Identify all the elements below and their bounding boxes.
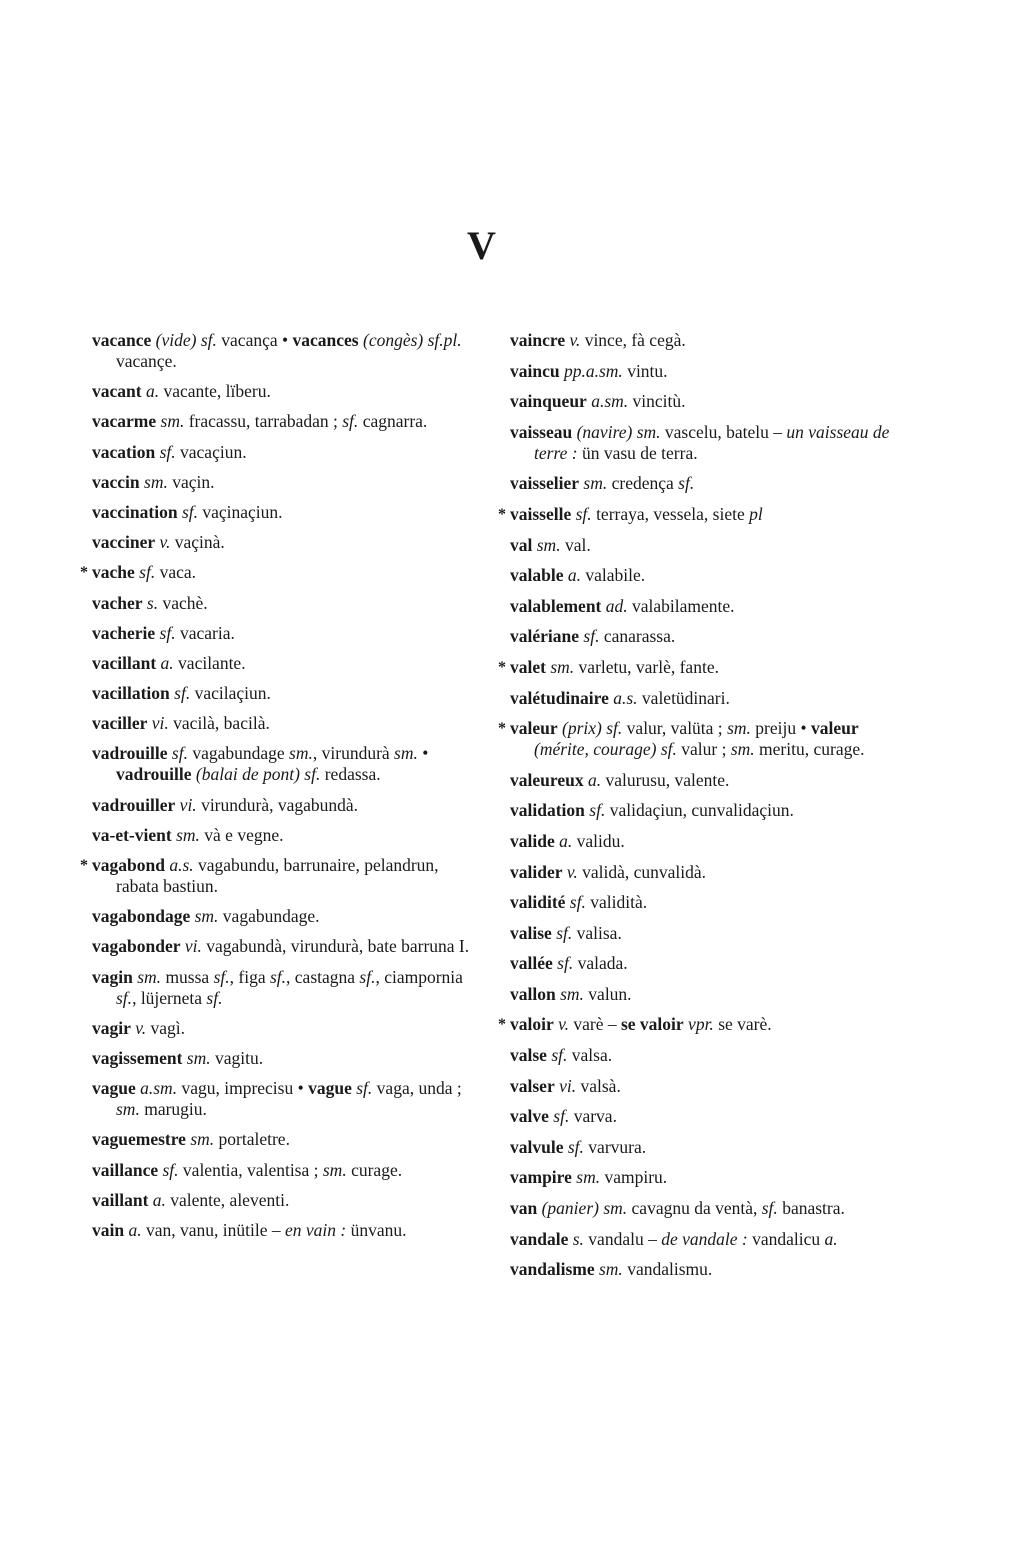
grammar-note: (panier) sm.: [541, 1198, 628, 1219]
dictionary-entry: [510, 892, 902, 913]
dictionary-entry: [510, 626, 902, 647]
definition-text: se varè.: [713, 1014, 772, 1035]
definition-text: valur, valüta ;: [622, 718, 728, 739]
dictionary-entry: [92, 472, 482, 493]
definition-text: vagabundage.: [218, 906, 320, 927]
grammar-note: sf.: [583, 626, 600, 647]
dictionary-entry: [92, 967, 482, 1009]
definition-text: marugiu.: [139, 1099, 207, 1120]
dictionary-entry: [510, 923, 902, 944]
definition-text: validaçiun, cunvalidaçiun.: [605, 800, 794, 821]
definition-text: fracassu, tarrabadan ;: [184, 411, 343, 432]
headword: vadrouiller: [92, 794, 176, 815]
headword: vacherie: [92, 622, 156, 643]
grammar-note: un vaisseau de terre :: [534, 421, 890, 463]
dictionary-column-left: [80, 330, 482, 1250]
headword: valet: [510, 656, 546, 677]
dictionary-entry: [92, 593, 482, 614]
dictionary-entry: [510, 391, 902, 412]
grammar-note: a.: [128, 1219, 142, 1240]
definition-text: valabilamente.: [627, 595, 735, 616]
dictionary-entry: [92, 713, 482, 734]
grammar-note: sf.: [678, 473, 695, 494]
definition-text: valsa.: [567, 1045, 613, 1066]
headword: se valoir: [620, 1014, 684, 1035]
grammar-note: sf.: [171, 743, 188, 764]
grammar-note: sf.: [556, 922, 573, 943]
headword: vain: [92, 1219, 125, 1240]
definition-text: vagabundu, barrunaire, pelandrun, rabata bastiun.: [116, 855, 439, 896]
headword: vainqueur: [510, 391, 587, 412]
grammar-note: sm.: [583, 473, 608, 494]
headword: valeur: [510, 718, 558, 739]
definition-text: valente, aleventi.: [165, 1189, 290, 1210]
grammar-note: a.sm.: [140, 1078, 178, 1099]
definition-text: vagabundà, virundurà, bate barruna I.: [201, 936, 470, 957]
grammar-note: ad.: [605, 595, 628, 616]
dictionary-entry: [498, 1014, 902, 1035]
definition-text: portaletre.: [214, 1129, 290, 1150]
headword: vague: [92, 1078, 136, 1099]
headword: vallée: [510, 953, 553, 974]
headword: vacances: [292, 330, 359, 350]
definition-text: valetüdinari.: [637, 687, 730, 708]
grammar-note: sm.: [116, 1099, 140, 1120]
dictionary-entry: [510, 688, 902, 709]
headword: valve: [510, 1106, 549, 1127]
definition-text: vagabundage: [187, 743, 290, 764]
definition-text: và e vegne.: [199, 824, 284, 845]
headword: vandale: [510, 1228, 569, 1249]
grammar-note: sm.: [394, 743, 418, 764]
definition-text: vacilante.: [173, 652, 246, 673]
definition-text: varè –: [568, 1014, 621, 1035]
grammar-note: pl: [749, 503, 763, 524]
dictionary-entry: [92, 502, 482, 523]
definition-text: vachè.: [158, 592, 208, 613]
definition-text: varletu, varlè, fante.: [574, 656, 719, 677]
headword: vague: [308, 1078, 352, 1099]
grammar-note: sm.: [144, 471, 168, 492]
definition-text: vacaria.: [175, 622, 235, 643]
definition-text: vaca.: [155, 562, 197, 583]
grammar-note: (vide) sf.: [155, 330, 217, 350]
definition-text: , castagna: [286, 966, 360, 987]
headword: valériane: [510, 626, 580, 647]
definition-text: meritu, curage.: [754, 739, 865, 760]
definition-text: vacilà, bacilà.: [168, 713, 270, 734]
grammar-note: sm.: [730, 739, 755, 760]
definition-text: vagitu.: [210, 1047, 264, 1068]
grammar-note: sm.: [598, 1259, 623, 1280]
headword: vacarme: [92, 411, 157, 432]
dictionary-entry: [92, 1018, 482, 1039]
asterisk-marker: *: [498, 720, 506, 738]
dictionary-entry: [92, 795, 482, 816]
headword: vandalisme: [510, 1259, 595, 1280]
dictionary-entry: [510, 596, 902, 617]
headword: vampire: [510, 1167, 572, 1188]
grammar-note: (prix) sf.: [562, 718, 623, 739]
grammar-note: sm.: [289, 743, 313, 764]
asterisk-marker: *: [498, 658, 506, 676]
headword: vagissement: [92, 1047, 183, 1068]
dictionary-entry: [92, 1129, 482, 1150]
headword: vaincre: [510, 330, 566, 350]
definition-text: varva.: [569, 1106, 617, 1127]
definition-text: vacaçiun.: [175, 441, 247, 462]
dictionary-entry: [510, 770, 902, 791]
dictionary-column-right: [498, 330, 902, 1290]
headword: valser: [510, 1075, 555, 1096]
dictionary-entry: [510, 1167, 902, 1188]
grammar-note: s.: [572, 1228, 584, 1249]
grammar-note: sf.: [206, 987, 223, 1008]
definition-text: van, vanu, inütile –: [141, 1219, 285, 1240]
definition-text: vacança: [216, 330, 282, 350]
dictionary-entry: [510, 1229, 902, 1250]
definition-text: vandalismu.: [622, 1259, 713, 1280]
headword: vacillation: [92, 683, 170, 704]
grammar-note: sm.: [190, 1129, 215, 1150]
definition-text: vampiru.: [600, 1167, 668, 1188]
grammar-note: vpr.: [688, 1014, 714, 1035]
headword: validité: [510, 892, 566, 913]
dictionary-entry: [80, 562, 482, 583]
grammar-note: sm.: [160, 411, 185, 432]
dictionary-entry: [92, 532, 482, 553]
dictionary-entry: [92, 1190, 482, 1211]
headword: valide: [510, 830, 555, 851]
definition-text: cavagnu da ventà,: [627, 1198, 762, 1219]
headword: vaincu: [510, 360, 560, 381]
grammar-note: a.: [145, 381, 160, 402]
definition-text: terraya, vessela, siete: [591, 503, 750, 524]
definition-text: vandalicu: [747, 1228, 825, 1249]
definition-text: validà, cunvalidà.: [577, 861, 707, 882]
definition-text: valurusu, valente.: [601, 769, 730, 790]
grammar-note: de vandale :: [661, 1228, 748, 1249]
grammar-note: a.: [160, 652, 174, 673]
definition-text: valisa.: [572, 922, 622, 943]
grammar-note: v.: [135, 1017, 147, 1038]
headword: vallon: [510, 983, 556, 1004]
headword: vadrouille: [92, 743, 168, 764]
definition-text: vincitù.: [628, 391, 686, 412]
definition-text: varvura.: [583, 1136, 647, 1157]
grammar-note: sm.: [576, 1167, 601, 1188]
dictionary-entry: [510, 330, 902, 351]
headword: valeureux: [510, 769, 584, 790]
grammar-note: sf.: [761, 1198, 778, 1219]
headword: vacant: [92, 381, 142, 402]
grammar-note: vi.: [559, 1075, 577, 1096]
headword: va-et-vient: [92, 824, 172, 845]
definition-text: banastra.: [777, 1198, 845, 1219]
grammar-note: sf.: [116, 987, 133, 1008]
definition-text: mussa: [161, 966, 214, 987]
grammar-note: vi.: [179, 794, 197, 815]
grammar-note: sm.: [727, 718, 751, 739]
grammar-note: sf.: [575, 503, 592, 524]
definition-text: valabile.: [580, 565, 646, 586]
page-title-letter: V: [467, 223, 497, 268]
grammar-note: v.: [566, 861, 578, 882]
grammar-note: sf.: [159, 622, 176, 643]
grammar-note: sf.: [356, 1078, 373, 1099]
grammar-note: sm.: [560, 983, 584, 1004]
grammar-note: sf.: [342, 411, 359, 432]
headword: vaccin: [92, 471, 140, 492]
grammar-note: a.: [559, 830, 573, 851]
headword: vaisselle: [510, 503, 572, 524]
definition-text: validità.: [585, 892, 648, 913]
definition-text: vandalu –: [583, 1228, 662, 1249]
grammar-note: sf.: [553, 1106, 570, 1127]
grammar-note: sm.: [536, 534, 561, 555]
definition-text: vacante, lïberu.: [159, 381, 271, 402]
dictionary-entry: [92, 683, 482, 704]
definition-text: preiju •: [750, 718, 811, 739]
headword: vaciller: [92, 713, 148, 734]
dictionary-entry: [510, 1137, 902, 1158]
definition-text: , ciampornia: [375, 966, 463, 987]
grammar-note: sm.: [176, 824, 200, 845]
headword: vache: [92, 562, 135, 583]
grammar-note: pp.a.sm.: [563, 360, 623, 381]
dictionary-entry: [510, 361, 902, 382]
dictionary-entry: [92, 623, 482, 644]
headword: vaillant: [92, 1189, 149, 1210]
grammar-note: (navire) sm.: [576, 421, 661, 442]
definition-text: val.: [560, 534, 591, 555]
dictionary-entry: [92, 442, 482, 463]
definition-text: valada.: [573, 953, 628, 974]
grammar-note: sf.: [567, 1136, 584, 1157]
dictionary-entry: [80, 855, 482, 897]
grammar-note: sf.: [551, 1045, 568, 1066]
definition-text: vaçin.: [167, 471, 215, 492]
grammar-note: a.: [587, 769, 602, 790]
definition-text: cagnarra.: [358, 411, 428, 432]
grammar-note: v.: [558, 1014, 569, 1035]
headword: vagabond: [92, 855, 165, 875]
dictionary-entry: [510, 1076, 902, 1097]
dictionary-entry: [510, 1198, 902, 1219]
dictionary-entry: [92, 381, 482, 402]
grammar-note: sf.: [359, 966, 376, 987]
grammar-note: (congès) sf.pl.: [363, 330, 462, 350]
grammar-note: sf.: [162, 1159, 179, 1180]
headword: valider: [510, 861, 563, 882]
headword: vacation: [92, 441, 156, 462]
headword: vacciner: [92, 532, 156, 553]
dictionary-entry: [92, 1160, 482, 1181]
headword: vacher: [92, 592, 143, 613]
dictionary-entry: [510, 862, 902, 883]
definition-text: valun.: [583, 983, 632, 1004]
headword: vagabondage: [92, 906, 191, 927]
dictionary-entry: [92, 1078, 482, 1120]
definition-text: •: [417, 743, 429, 764]
dictionary-entry: [510, 831, 902, 852]
headword: valétudinaire: [510, 687, 609, 708]
definition-text: vaçinà.: [170, 532, 225, 553]
definition-text: vascelu, batelu –: [660, 421, 787, 442]
grammar-note: a.: [824, 1228, 838, 1249]
grammar-note: v.: [569, 330, 581, 350]
asterisk-marker: *: [498, 505, 506, 523]
grammar-note: sm.: [550, 656, 575, 677]
headword: valvule: [510, 1136, 564, 1157]
dictionary-entry: [92, 330, 482, 372]
dictionary-entry: [92, 653, 482, 674]
headword: valoir: [510, 1014, 554, 1035]
definition-text: canarassa.: [599, 626, 676, 647]
headword: van: [510, 1198, 538, 1219]
asterisk-marker: *: [80, 564, 88, 582]
asterisk-marker: *: [498, 1016, 506, 1034]
definition-text: ün vasu de terra.: [577, 442, 698, 463]
definition-text: vacançe.: [116, 351, 177, 371]
grammar-note: sf.: [139, 562, 156, 583]
grammar-note: en vain :: [285, 1219, 347, 1240]
definition-text: vacilaçiun.: [190, 683, 271, 704]
grammar-note: sf.: [589, 800, 606, 821]
grammar-note: a.s.: [169, 855, 194, 875]
dictionary-entry: [92, 743, 482, 785]
grammar-note: v.: [159, 532, 171, 553]
headword: vagir: [92, 1017, 131, 1038]
definition-text: , lüjerneta: [132, 987, 207, 1008]
definition-text: curage.: [346, 1159, 403, 1180]
grammar-note: a.sm.: [591, 391, 629, 412]
definition-text: valsà.: [576, 1075, 621, 1096]
grammar-note: sm.: [322, 1159, 347, 1180]
grammar-note: sm.: [194, 906, 219, 927]
grammar-note: a.: [152, 1189, 166, 1210]
definition-text: valur ;: [676, 739, 731, 760]
grammar-note: sm.: [137, 966, 162, 987]
definition-text: valentia, valentisa ;: [178, 1159, 323, 1180]
headword: valable: [510, 565, 564, 586]
grammar-note: sf.: [181, 501, 198, 522]
headword: validation: [510, 800, 585, 821]
asterisk-marker: *: [80, 857, 88, 874]
dictionary-entry: [510, 1045, 902, 1066]
dictionary-entry: [498, 718, 902, 760]
definition-text: vince, fà cegà.: [580, 330, 686, 350]
definition-text: vagì.: [146, 1017, 185, 1038]
headword: vagin: [92, 966, 133, 987]
dictionary-entry: [510, 800, 902, 821]
grammar-note: sf.: [269, 966, 287, 987]
grammar-note: vi.: [151, 713, 169, 734]
headword: vaisselier: [510, 473, 580, 494]
dictionary-entry: [92, 411, 482, 432]
dictionary-entry: [510, 422, 902, 464]
grammar-note: s.: [146, 592, 159, 613]
dictionary-entry: [498, 656, 902, 678]
headword: vadrouille: [116, 764, 192, 785]
definition-text: vaga, unda ;: [372, 1078, 462, 1099]
headword: vacance: [92, 330, 152, 350]
definition-text: credença: [607, 473, 679, 494]
headword: valeur: [810, 718, 859, 739]
grammar-note: (balai de pont) sf.: [195, 764, 321, 785]
definition-text: •: [282, 330, 293, 350]
dictionary-entry: [510, 473, 902, 494]
headword: vaguemestre: [92, 1129, 186, 1150]
headword: valablement: [510, 595, 602, 616]
grammar-note: vi.: [184, 936, 202, 957]
definition-text: , virundurà: [312, 743, 395, 764]
dictionary-entry: [510, 984, 902, 1005]
dictionary-entry: [92, 1220, 482, 1241]
dictionary-entry: [510, 1106, 902, 1127]
definition-text: vintu.: [622, 360, 668, 381]
headword: valse: [510, 1045, 547, 1066]
definition-text: redassa.: [320, 764, 381, 785]
headword: vaccination: [92, 501, 178, 522]
headword: vagabonder: [92, 936, 181, 957]
dictionary-entry: [92, 825, 482, 846]
dictionary-entry: [92, 906, 482, 927]
headword: val: [510, 534, 533, 555]
grammar-note: sf.: [159, 441, 176, 462]
headword: vaisseau: [510, 421, 573, 442]
grammar-note: sm.: [186, 1047, 211, 1068]
grammar-note: sf.: [213, 966, 230, 987]
headword: vacillant: [92, 652, 157, 673]
dictionary-entry: [510, 565, 902, 586]
definition-text: virundurà, vagabundà.: [196, 794, 359, 815]
dictionary-entry: [92, 1048, 482, 1069]
dictionary-entry: [510, 1259, 902, 1280]
grammar-note: sf.: [569, 892, 586, 913]
definition-text: , figa: [229, 966, 270, 987]
dictionary-entry: [510, 535, 902, 556]
definition-text: ünvanu.: [346, 1219, 407, 1240]
headword: vaillance: [92, 1159, 159, 1180]
grammar-note: sf.: [174, 683, 191, 704]
dictionary-entry: [498, 503, 902, 525]
headword: valise: [510, 922, 552, 943]
grammar-note: a.: [567, 565, 581, 586]
definition-text: validu.: [572, 830, 625, 851]
definition-text: vagu, imprecisu •: [177, 1078, 309, 1099]
definition-text: vaçinaçiun.: [198, 501, 283, 522]
dictionary-entry: [92, 936, 482, 957]
grammar-note: a.s.: [613, 687, 638, 708]
grammar-note: sf.: [557, 953, 574, 974]
grammar-note: (mérite, courage) sf.: [534, 739, 677, 760]
dictionary-entry: [510, 953, 902, 974]
